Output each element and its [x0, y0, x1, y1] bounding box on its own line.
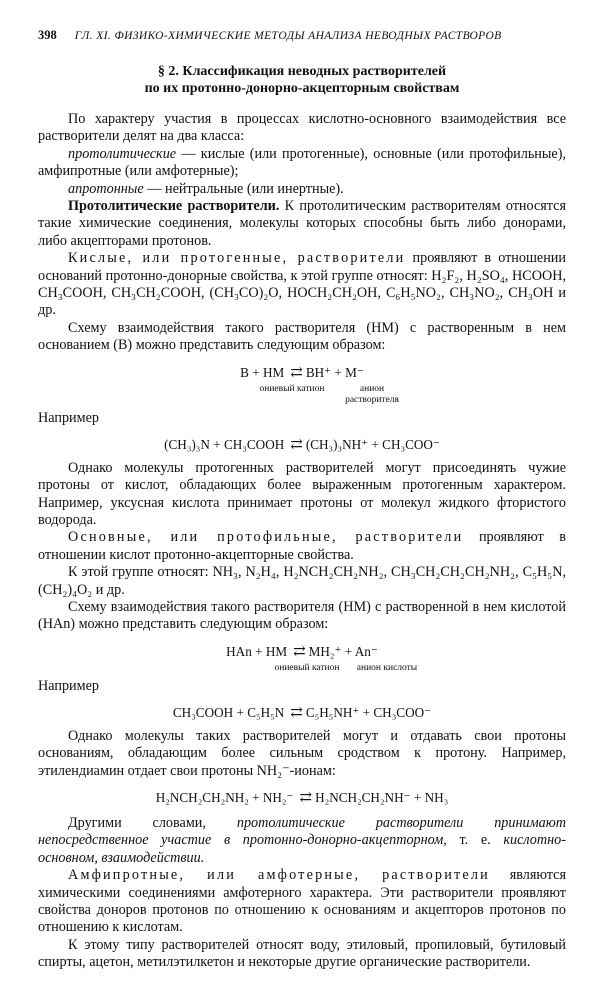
- def-protolytic: — кислые (или протогенные), основные (или протофильные), амфипротные (или амфотерные);: [38, 145, 566, 180]
- summary-italic-1: протолитические растворители принимают непосредственное участие в протонно-донорно-акцепторном,: [38, 814, 567, 849]
- subheading-protolytic: Протолитические растворители.: [68, 198, 280, 215]
- def-aprotic: — нейтральные (или инертные).: [143, 180, 344, 197]
- paragraph-summary: [38, 815, 566, 867]
- paragraph-amphiprotic-list: К этому типу растворителей относят воду, этиловый, пропиловый, бутиловый спирты, ацетон, метилэтилкетон и некоторые другие органические растворители.: [38, 936, 566, 971]
- paragraph-protogenic-note: Однако молекулы протогенных растворителей могут присоединять чужие протоны от кислот, обладающих более выраженным протогенным характером. Например, уксусная кислота принимает протоны от молекул жидкого фтористого водорода.: [38, 459, 566, 528]
- example-label-1: Например: [38, 409, 100, 426]
- equation-2: [38, 435, 566, 454]
- summary-a: Другими словами,: [68, 814, 237, 831]
- paragraph-protolytic: [38, 198, 566, 250]
- eq2-right: (CH₃)₃NH⁺ + CH₃COO⁻: [305, 436, 440, 452]
- equilibrium-arrow-icon: ⇄: [299, 789, 310, 806]
- eq3-left: HAn + HM: [226, 643, 288, 659]
- class-protolytic: [38, 146, 566, 181]
- running-title: ГЛ. XI. ФИЗИКО-ХИМИЧЕСКИЕ МЕТОДЫ АНАЛИЗА НЕВОДНЫХ РАСТВОРОВ: [74, 30, 502, 42]
- paragraph-acidic: [38, 250, 566, 320]
- eq4-left: CH₃COOH + C₅H₅N: [172, 704, 285, 720]
- paragraph-basic-text: проявляют в отношении кислот протонно-акцепторные свойства.: [38, 529, 566, 563]
- paragraph-acidic-text: проявляют в отношении оснований протонно-донорные свойства, к этой группе относят: H₂F₂, H₂SO₄, HCOOH, CH₃COOH, CH₃CH₂COOH, (CH₃CO)₂O, HOCH₂CH₂OH, C₆H₅NO₂, CH₃NO₂, CH₃OH и др.: [38, 250, 566, 319]
- eq5-right: H₂NCH₂CH₂NH⁻ + NH₃: [315, 789, 449, 805]
- summary-b: т. е.: [446, 832, 504, 849]
- paragraph-basic-note: Однако молекулы таких растворителей могут и отдавать свои протоны основаниям, обладающим более сильным сродством к протону. Например, этилендиамин отдает свои протоны NH₂⁻-ионам:: [38, 727, 566, 779]
- term-amphiprotic-solvents: Амфипротные, или амфотерные, растворители: [68, 867, 490, 884]
- equation-3-labels: [128, 663, 566, 674]
- page-number: 398: [38, 28, 57, 42]
- equilibrium-arrow-icon: ⇄: [290, 704, 300, 721]
- paragraph-protolytic-text: К протолитическим растворителям относятся такие химические соединения, молекулы которых способны быть либо донорами, либо акцепторами протонов.: [38, 198, 566, 249]
- paragraph-basic: [38, 529, 566, 564]
- eq3-label-cation: ониевый катион: [274, 662, 340, 673]
- equation-3: [38, 642, 566, 661]
- equilibrium-arrow-icon: ⇄: [293, 643, 303, 660]
- eq1-label-cation: ониевый катион: [259, 383, 325, 394]
- equilibrium-arrow-icon: ⇄: [290, 364, 300, 381]
- eq2-left: (CH₃)₃N + CH₃COOH: [164, 436, 285, 452]
- term-acidic-solvents: Кислые, или протогенные, растворители: [68, 250, 406, 267]
- section-title-line1: § 2. Классификация неводных растворителей: [157, 64, 447, 79]
- eq4-right: C₅H₅NH⁺ + CH₃COO⁻: [305, 704, 432, 720]
- equilibrium-arrow-icon: ⇄: [290, 436, 300, 453]
- section-title-line2: по их протонно-донорно-акцепторным свойствам: [144, 81, 460, 96]
- example-label-2: Например: [38, 677, 100, 694]
- summary-italic-2: кислотно-основном, взаимодействии.: [38, 832, 566, 866]
- eq3-right: MH₂⁺ + An⁻: [308, 643, 378, 659]
- paragraph-intro: По характеру участия в процессах кислотно-основного взаимодействия все растворители делят на два класса:: [38, 111, 566, 145]
- term-aprotic: апротонные: [68, 180, 144, 197]
- equation-4: [38, 703, 566, 722]
- paragraph-scheme2: Схему взаимодействия такого растворителя (HM) с растворенной в нем кислотой (HAn) можно представить следующим образом:: [38, 598, 566, 633]
- term-protolytic: протолитические: [68, 145, 177, 162]
- eq5-left: H₂NCH₂CH₂NH₂ + NH₂⁻: [155, 789, 294, 805]
- equation-5: [38, 788, 566, 807]
- section-title: [38, 63, 566, 97]
- paragraph-basic-list: К этой группе относят: NH₃, N₂H₄, H₂NCH₂CH₂NH₂, CH₃CH₂CH₂CH₂NH₂, C₅H₅N, (CH₂)₄O₂ и др.: [38, 564, 566, 598]
- eq3-label-anion: анион кислоты: [356, 662, 418, 673]
- eq1-label-anion: анион растворителя: [345, 383, 399, 405]
- equation-1-labels: [98, 384, 566, 406]
- paragraph-amphiprotic-text: являются химическими соединениями амфотерного характера. Эти растворители проявляют свойства доноров протонов по отношению к основаниям и акцепторов протонов по отношению к кислотам.: [38, 867, 566, 936]
- paragraph-amphiprotic: [38, 867, 566, 937]
- eq1-right: BH⁺ + M⁻: [305, 364, 364, 380]
- term-basic-solvents: Основные, или протофильные, растворители: [68, 529, 464, 546]
- equation-1: [38, 363, 566, 382]
- class-aprotic: [38, 181, 566, 198]
- paragraph-scheme1: Схему взаимодействия такого растворителя (HM) с растворенным в нем основанием (B) можно представить следующим образом:: [38, 319, 566, 354]
- eq1-left: B + HM: [240, 364, 285, 380]
- running-head: [38, 28, 566, 43]
